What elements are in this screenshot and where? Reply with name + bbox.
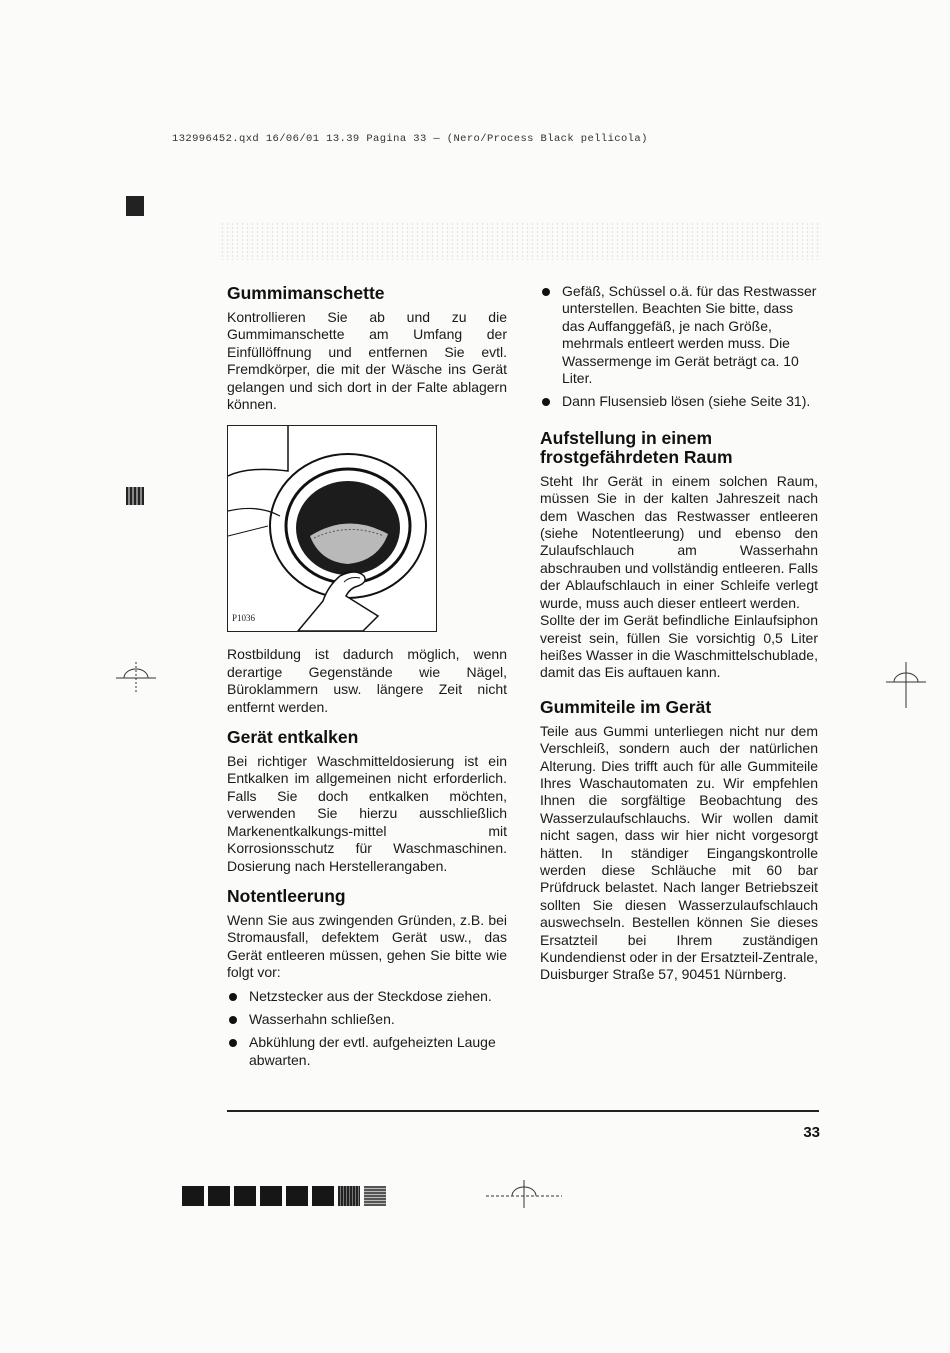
- heading-gummimanschette: Gummimanschette: [227, 283, 385, 303]
- list-item: Dann Flusensieb lösen (siehe Seite 31).: [540, 393, 818, 410]
- control-block: [234, 1186, 256, 1206]
- crosshair-right-icon: [886, 660, 926, 710]
- print-control-strip: [182, 1186, 386, 1206]
- left-column: [227, 284, 507, 1081]
- control-block: [286, 1186, 308, 1206]
- crosshair-left-icon: [116, 660, 156, 696]
- notentleerung-steps: [227, 988, 507, 1070]
- registration-square-top: [126, 196, 144, 216]
- registration-square-middle: [126, 487, 144, 505]
- washing-machine-door-illustration: [228, 426, 436, 631]
- right-column: [540, 283, 818, 996]
- text-aufstellung-2: Sollte der im Gerät befindliche Einlaufsiphon vereist sein, füllen Sie vorsichtig 0,5 Liter heißes Wasser in die Waschmittelschublade, damit das Eis auftauen kann.: [540, 612, 818, 681]
- section-gummimanschette: [227, 284, 507, 413]
- figure-door-gasket: [227, 425, 437, 632]
- control-block: [364, 1186, 386, 1206]
- page-number: 33: [803, 1124, 820, 1141]
- list-item: Wasserhahn schließen.: [227, 1011, 507, 1028]
- notentleerung-steps-continued: [540, 283, 818, 411]
- section-gummiteile: [540, 698, 818, 984]
- print-slug-line: 132996452.qxd 16/06/01 13.39 Pagina 33 — (Nero/Process Black pellicola): [172, 133, 648, 145]
- text-gummimanschette: Kontrollieren Sie ab und zu die Gummimanschette am Umfang der Einfüllöffnung und entfernen Sie evtl. Fremdkörper, die mit der Wäsche ins Gerät gelangen und sich dort in der Falte ablagern können.: [227, 309, 507, 413]
- text-entkalken: Bei richtiger Waschmitteldosierung ist ein Entkalken im allgemeinen nicht erforderlich. Falls Sie doch entkalken möchten, verwenden Sie hierzu ausschließlich Markenentkalkungs-mittel mit Korrosionsschutz für Waschmaschinen. Dosierung nach Herstellerangaben.: [227, 753, 507, 874]
- text-rostbildung: Rostbildung ist dadurch möglich, wenn derartige Gegenstände wie Nägel, Büroklammern usw. längere Zeit nicht entfernt werden.: [227, 646, 507, 715]
- figure-label: P1036: [232, 613, 256, 624]
- heading-entkalken: Gerät entkalken: [227, 727, 359, 748]
- control-block: [260, 1186, 282, 1206]
- control-block: [338, 1186, 360, 1206]
- heading-aufstellung: Aufstellung in einem frostgefährdeten Raum: [540, 427, 733, 467]
- text-gummiteile: Teile aus Gummi unterliegen nicht nur dem Verschleiß, sondern auch der natürlichen Alterung. Dies trifft auch für alle Gummiteile Ihres Waschautomaten zu. Wir empfehlen Ihnen die sorgfältige Beobachtung des Wasserzulaufschlauchs. Wir wollen damit nicht sagen, dass wir hier nicht vorgesorgt hätten. In ständiger Eingangskontrolle werden diese Schläuche mit 60 bar Prüfdruck belastet. Nach langer Betriebszeit sollten Sie diesen Wasserzulaufschlauch auswechseln. Bestellen können Sie dieses Ersatzteil bei Ihrem zuständigen Kundendienst oder in der Ersatzteil-Zentrale, Duisburger Straße 57, 90451 Nürnberg.: [540, 722, 818, 983]
- list-item: Gefäß, Schüssel o.ä. für das Restwasser unterstellen. Beachten Sie bitte, dass das Auffanggefäß, je nach Größe, mehrmals entleert werden muss. Die Wassermenge im Gerät beträgt ca. 10 Liter.: [540, 283, 818, 387]
- control-block: [208, 1186, 230, 1206]
- section-rostbildung: [227, 646, 507, 716]
- footer-rule: [227, 1110, 819, 1112]
- section-aufstellung: [540, 429, 818, 682]
- control-block: [312, 1186, 334, 1206]
- text-notentleerung: Wenn Sie aus zwingenden Gründen, z.B. bei Stromausfall, defektem Gerät usw., das Gerät entleeren müssen, gehen Sie bitte wie folgt vor:: [227, 911, 507, 981]
- crosshair-bottom-icon: [486, 1178, 562, 1210]
- list-item: Abkühlung der evtl. aufgeheizten Lauge abwarten.: [227, 1034, 507, 1069]
- section-notentleerung: [227, 887, 507, 1069]
- list-item: Netzstecker aus der Steckdose ziehen.: [227, 988, 507, 1005]
- control-block: [182, 1186, 204, 1206]
- heading-gummiteile: Gummiteile im Gerät: [540, 696, 712, 717]
- scan-noise-band: [220, 222, 820, 260]
- section-entkalken: [227, 728, 507, 875]
- text-aufstellung-1: Steht Ihr Gerät in einem solchen Raum, müssen Sie in der kalten Jahreszeit nach dem Waschen das Restwasser entleeren (siehe Notentleerung) und ebenso den Zulaufschlauch am Wasserhahn abschrauben und vollständig entleeren. Falls der Ablaufschlauch in einer Schleife verlegt wurde, muss auch dieser entleert werden.: [540, 472, 818, 611]
- heading-notentleerung: Notentleerung: [227, 885, 346, 906]
